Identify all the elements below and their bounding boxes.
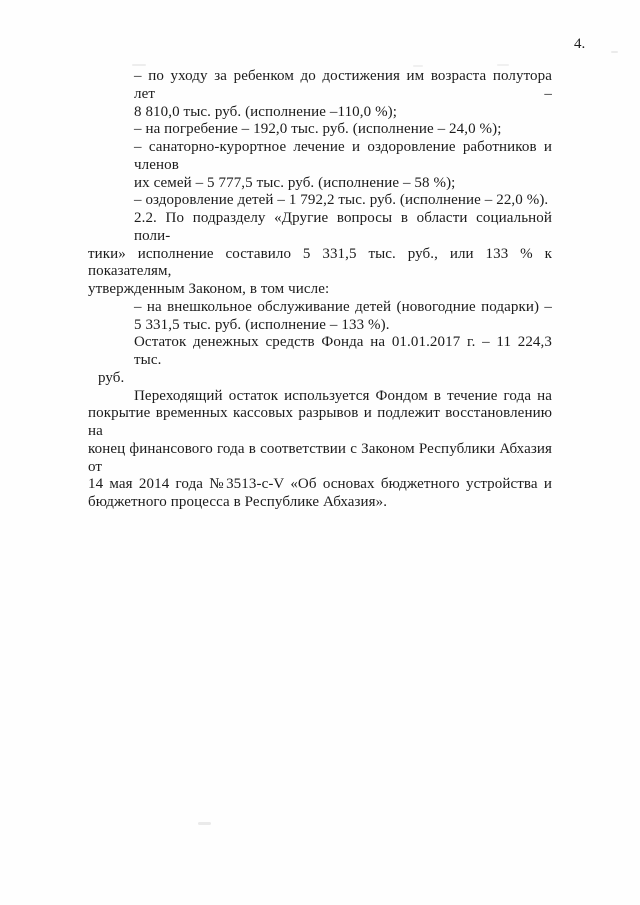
text-line: – на внешкольное обслуживание детей (новогодние подарки) – <box>134 298 552 315</box>
text-line: конец финансового года в соответствии с Законом Республики Абхазия от <box>88 440 552 475</box>
text-line: 8 810,0 тыс. руб. (исполнение –110,0 %); <box>134 103 398 120</box>
text-line: Остаток денежных средств Фонда на 01.01.2017 г. – 11 224,3 тыс. <box>134 334 552 368</box>
text-line: тики» исполнение составило 5 331,5 тыс. руб., или 133 % к показателям, <box>88 245 552 280</box>
page-number: 4. <box>574 36 586 52</box>
text-line: их семей – 5 777,5 тыс. руб. (исполнение – 58 %); <box>134 174 456 191</box>
text-line: покрытие временных кассовых разрывов и подлежит восстановлению на <box>88 405 552 439</box>
scan-artifact <box>611 51 618 53</box>
scan-artifact <box>497 64 509 66</box>
text-line: 2.2. По подразделу «Другие вопросы в области социальной поли- <box>134 210 552 244</box>
document-body <box>88 68 552 512</box>
text-line: руб. <box>98 369 125 386</box>
text-line: бюджетного процесса в Республике Абхазия». <box>88 494 388 510</box>
text-line: Переходящий остаток используется Фондом в течение года на <box>134 387 552 404</box>
text-line: – по уходу за ребенком до достижения им возраста полутора лет – <box>134 68 552 102</box>
text-line: 14 мая 2014 года №3513-с-V «Об основах бюджетного устройства и <box>88 476 552 493</box>
scan-artifact <box>198 822 211 825</box>
text-line: 5 331,5 тыс. руб. (исполнение – 133 %). <box>134 316 390 333</box>
text-line: утвержденным Законом, в том числе: <box>88 281 330 297</box>
text-line: – санаторно-курортное лечение и оздоровление работников и членов <box>134 139 552 173</box>
scan-artifact <box>413 65 423 67</box>
text-line: – на погребение – 192,0 тыс. руб. (исполнение – 24,0 %); <box>134 121 502 138</box>
scan-artifact <box>132 64 146 66</box>
text-line: – оздоровление детей – 1 792,2 тыс. руб. (исполнение – 22,0 %). <box>134 192 549 209</box>
